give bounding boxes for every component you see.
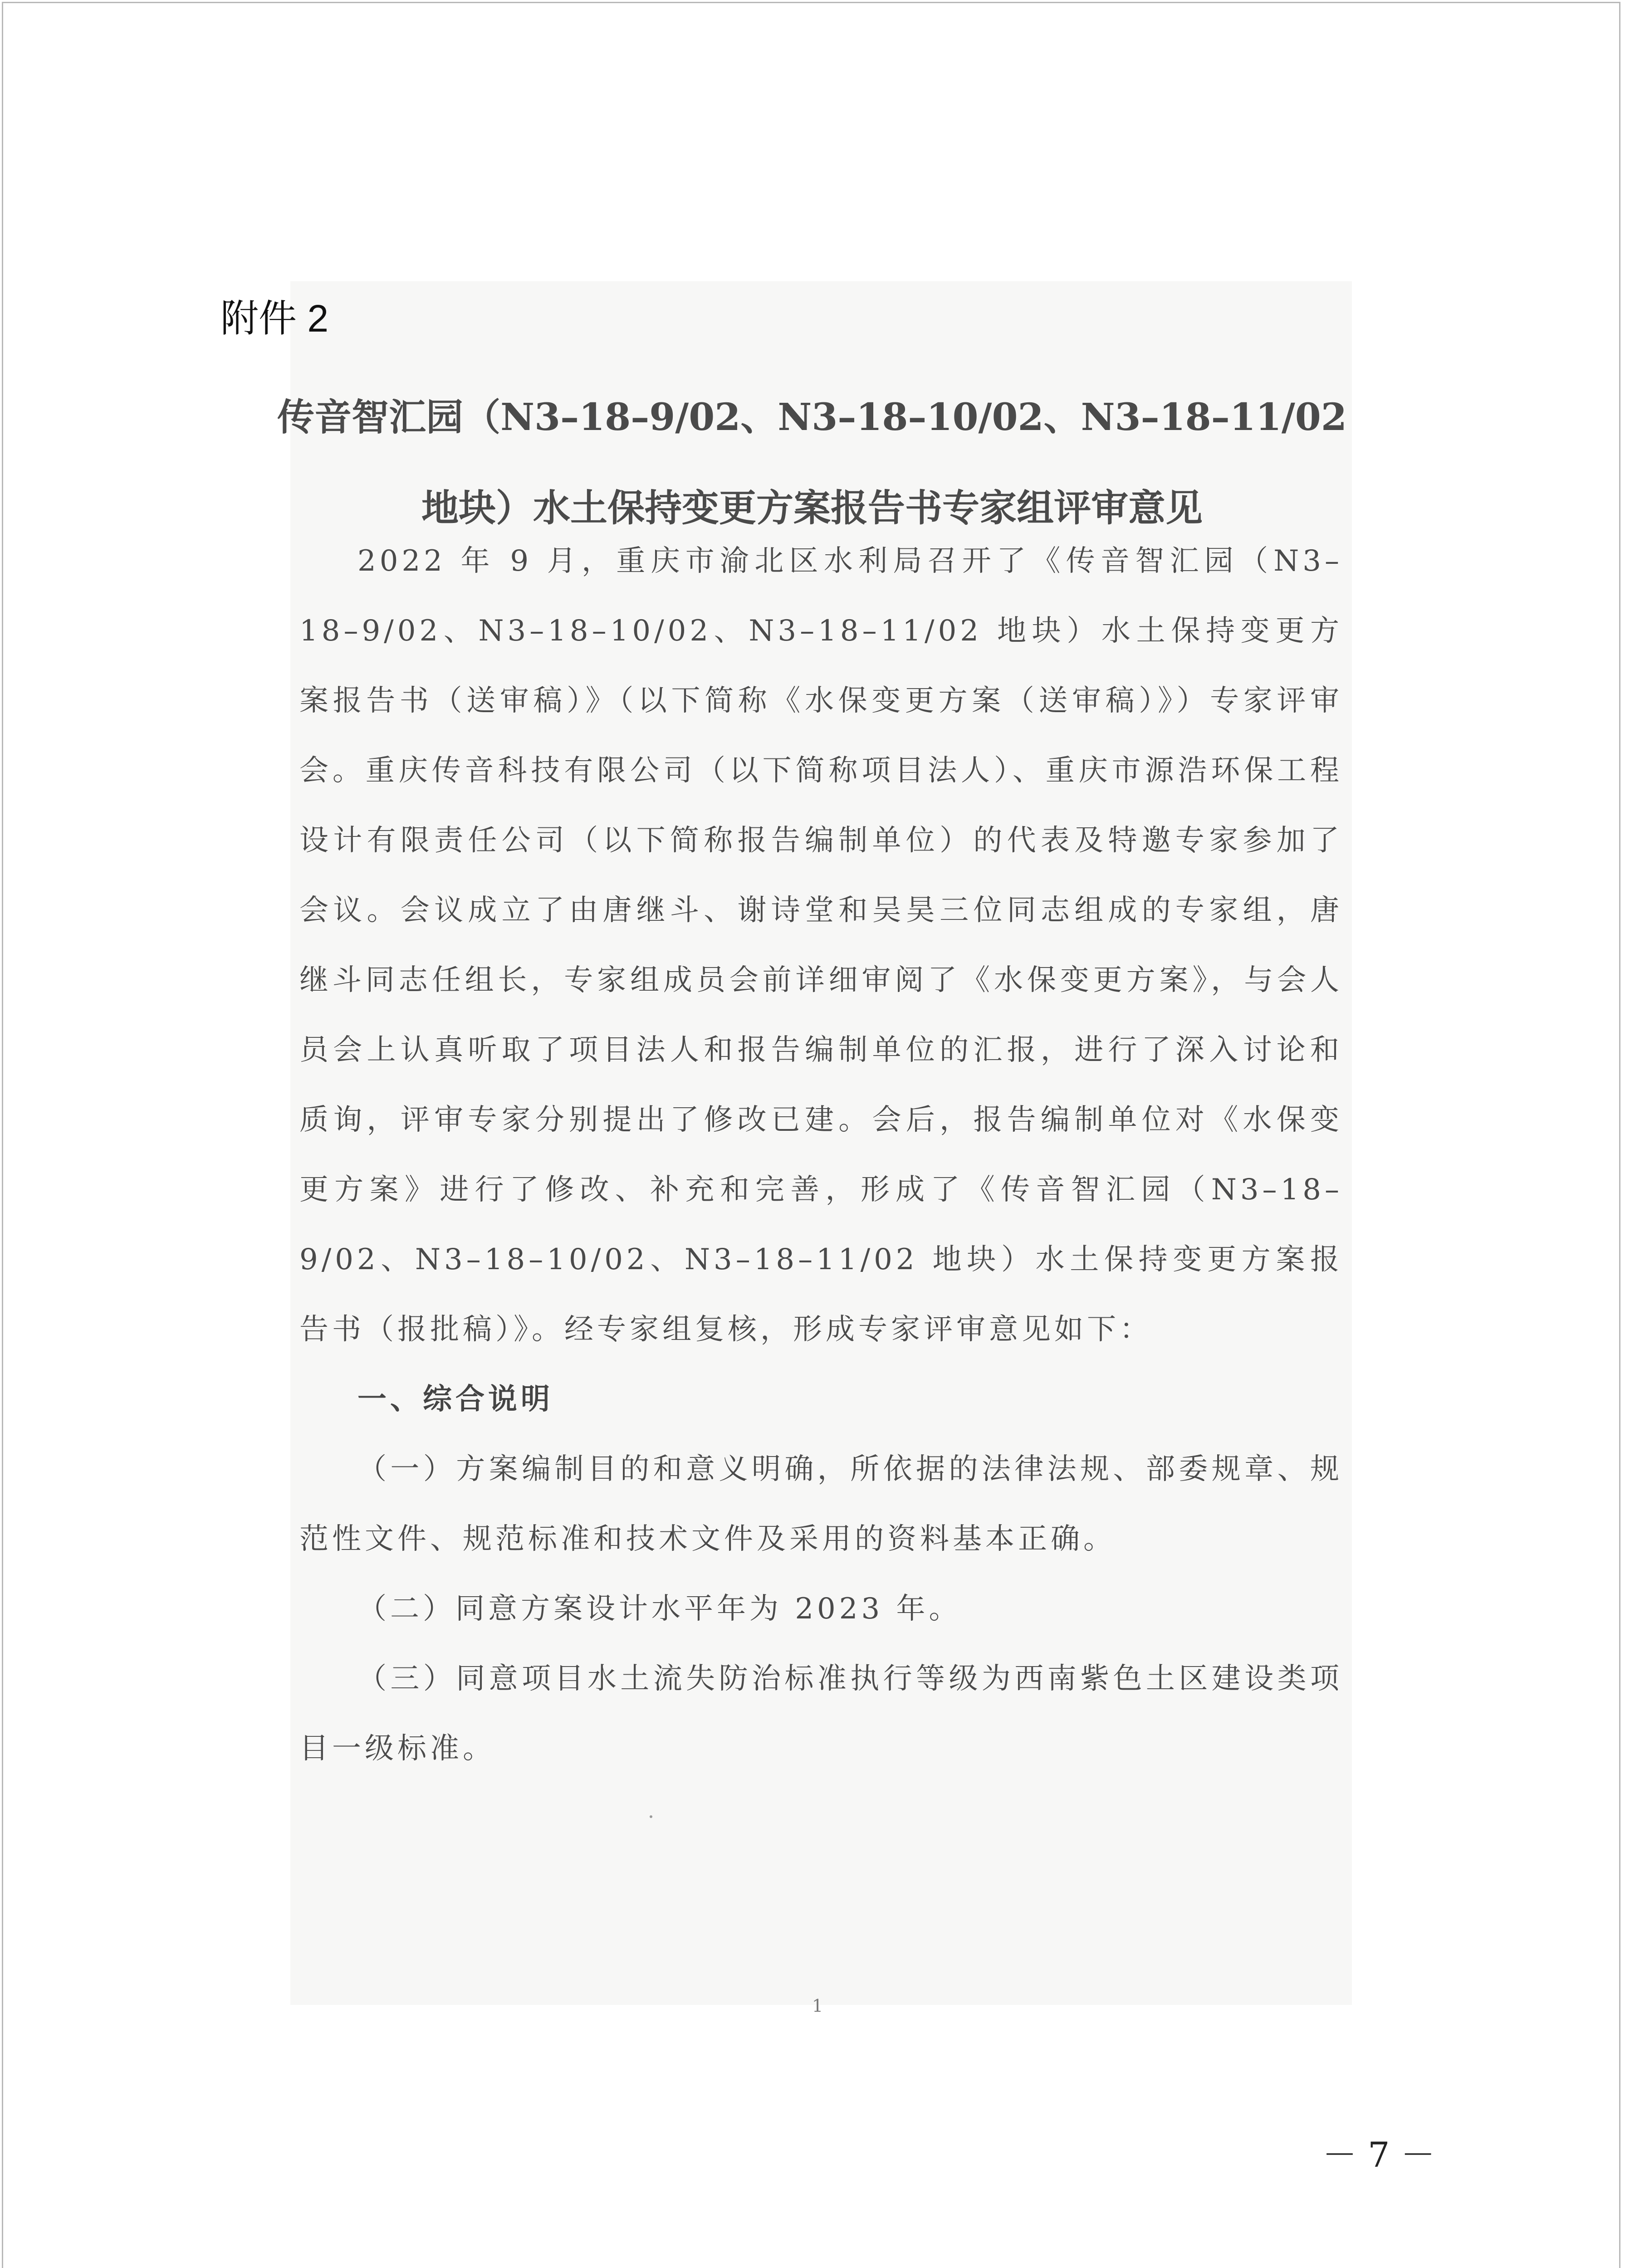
document-title-line-1: 传音智汇园（N3–18–9/02、N3–18–10/02、N3–18–11/02	[277, 396, 1347, 439]
document-title-line-2: 地块）水土保持变更方案报告书专家组评审意见	[421, 486, 1203, 530]
section-heading: 一、综合说明	[357, 1382, 553, 1416]
attachment-label: 附件 2	[220, 297, 329, 340]
section-item-3: （三）同意项目水土流失防治标准执行等级为西南紫色土区建设类项目一级标准。	[299, 1662, 1343, 1765]
page-number: － 7 －	[1322, 2135, 1435, 2175]
document-body	[299, 526, 1343, 1784]
section-item-1: （一）方案编制目的和意义明确，所依据的法律法规、部委规章、规范性文件、规范标准和技术文件及采用的资料基本正确。	[299, 1452, 1343, 1556]
scan-speck	[650, 1815, 652, 1818]
section-item-2: （二）同意方案设计水平年为 2023 年。	[357, 1592, 962, 1626]
scan-page-number: 1	[812, 1996, 823, 2016]
intro-paragraph: 2022 年 9 月，重庆市渝北区水利局召开了《传音智汇园（N3–18–9/02、N3–18–10/02、N3–18–11/02 地块）水土保持变更方案报告书（送审稿）》（以下简称《水保变更方案（送审稿）》）专家评审会。重庆传音科技有限公司（以下简称项目法人）、重庆市源浩环保工程设计有限责任公司（以下简称报告编制单位）的代表及特邀专家参加了会议。会议成立了由唐继斗、谢诗堂和吴昊三位同志组成的专家组，唐继斗同志任组长，专家组成员会前详细审阅了《水保变更方案》，与会人员会上认真听取了项目法人和报告编制单位的汇报，进行了深入讨论和质询，评审专家分别提出了修改已建。会后，报告编制单位对《水保变更方案》进行了修改、补充和完善，形成了《传音智汇园（N3–18–9/02、N3–18–10/02、N3–18–11/02 地块）水土保持变更方案报告书（报批稿）》。经专家组复核，形成专家评审意见如下：	[299, 544, 1343, 1346]
